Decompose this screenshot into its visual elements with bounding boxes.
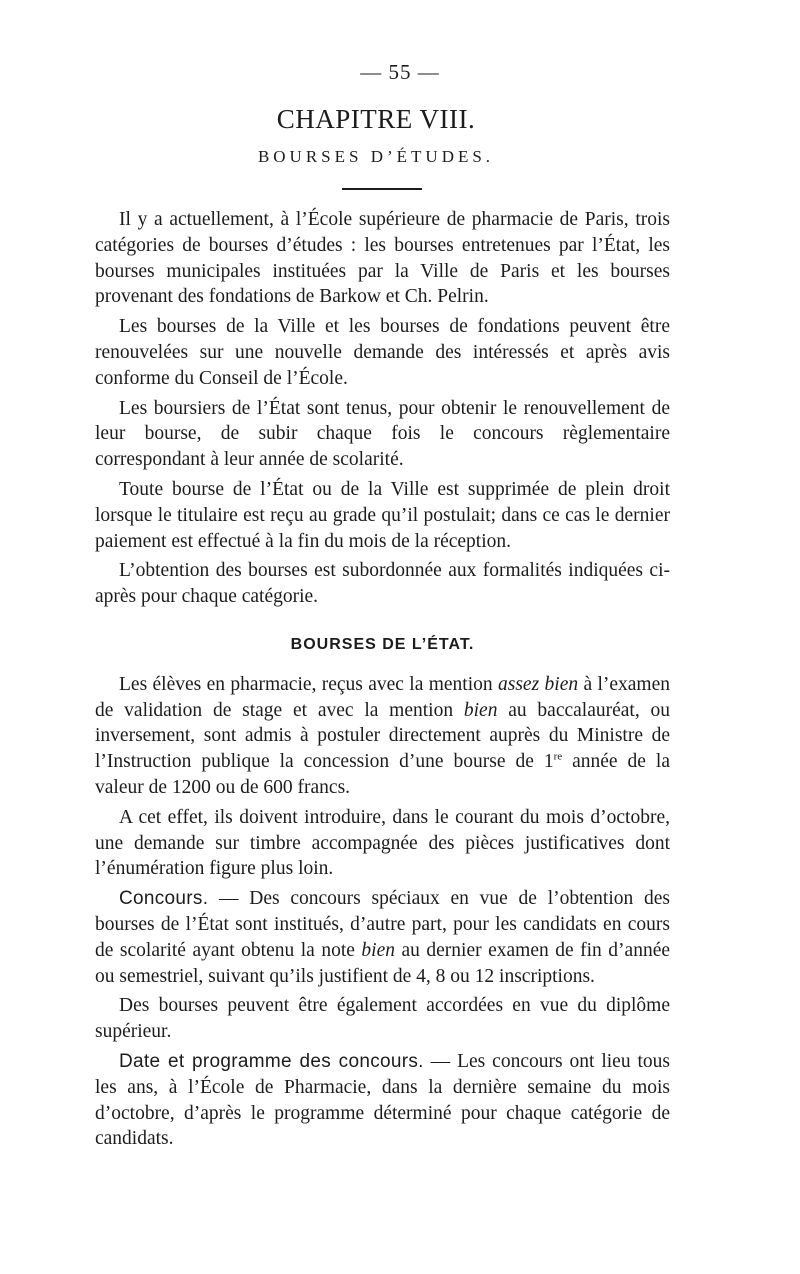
- concours-label: Concours.: [119, 888, 209, 910]
- page-number: — 55 —: [360, 60, 440, 84]
- text-run: Les élèves en pharmacie, reçus avec la mention: [119, 673, 498, 695]
- chapter-title: CHAPITRE VIII.: [276, 104, 476, 134]
- intro-paragraph-2: Les bourses de la Ville et les bourses de fondations peuvent être renouvelées sur une nouvelle demande des intéressés et après avis conforme du Conseil de l’École.: [95, 316, 670, 389]
- date-label: Date et programme des concours.: [119, 1050, 424, 1072]
- intro-paragraph-1: Il y a actuellement, à l’École supérieure de pharmacie de Paris, trois catégories de bourses d’études : les bourses entretenues par l’État, les bourses municipales instituées par la Ville de Paris et les bourses provenant des fondations de Barkow et Ch. Pelrin.: [95, 209, 670, 308]
- italic-mention: assez bien: [498, 673, 579, 695]
- intro-paragraph-5: L’obtention des bourses est subordonnée aux formalités indiquées ci-après pour chaque catégorie.: [95, 560, 670, 608]
- text-run: au dernier examen de fin d’année ou semestriel, suivant qu’ils justifient de 4, 8 ou 12 inscriptions.: [95, 939, 671, 987]
- section-heading: BOURSES DE L’ÉTAT.: [290, 635, 475, 653]
- italic-mention: bien: [463, 699, 498, 721]
- chapter-subtitle: BOURSES D’ÉTUDES.: [257, 147, 495, 166]
- concours-paragraph: [95, 886, 670, 989]
- intro-paragraph-3: Les boursiers de l’État sont tenus, pour obtenir le renouvellement de leur bourse, de subir chaque fois le concours règlementaire correspondant à leur année de scolarité.: [95, 397, 670, 471]
- text-run: — Des concours spéciaux en vue de l’obtention des bourses de l’État sont institués, d’autre part, pour les candidats en cours de scolarité ayant obtenu la note: [95, 888, 670, 961]
- superscript: re: [553, 750, 563, 763]
- text-run: année de la valeur de 1200 ou de 600 francs.: [95, 751, 670, 798]
- section-paragraph-1: [95, 672, 670, 801]
- date-paragraph: [95, 1049, 670, 1152]
- intro-paragraph-4: Toute bourse de l’État ou de la Ville est supprimée de plein droit lorsque le titulaire est reçu au grade qu’il postulait; dans ce cas le dernier paiement est effectué à la fin du mois de la réception.: [95, 478, 670, 552]
- text-run: — Les concours ont lieu tous les ans, à l’École de Pharmacie, dans la dernière semaine du mois d’octobre, d’après le programme déterminé pour chaque catégorie de candidats.: [95, 1050, 671, 1150]
- body-text: [95, 207, 670, 1156]
- text-run: au baccalauréat, ou inversement, sont admis à postuler directement auprès du Ministre de l’Instruction publique la concession d’une bourse de 1: [95, 699, 670, 773]
- section-paragraph-4: Des bourses peuvent être également accordées en vue du diplôme supérieur.: [95, 995, 670, 1043]
- text-run: à l’examen de validation de stage et avec la mention: [95, 673, 670, 721]
- section-paragraph-2: A cet effet, ils doivent introduire, dans le courant du mois d’octobre, une demande sur timbre accompagnée des pièces justificatives dont l’énumération figure plus loin.: [95, 806, 670, 880]
- italic-mention: bien: [361, 939, 395, 961]
- divider-rule: [342, 188, 422, 190]
